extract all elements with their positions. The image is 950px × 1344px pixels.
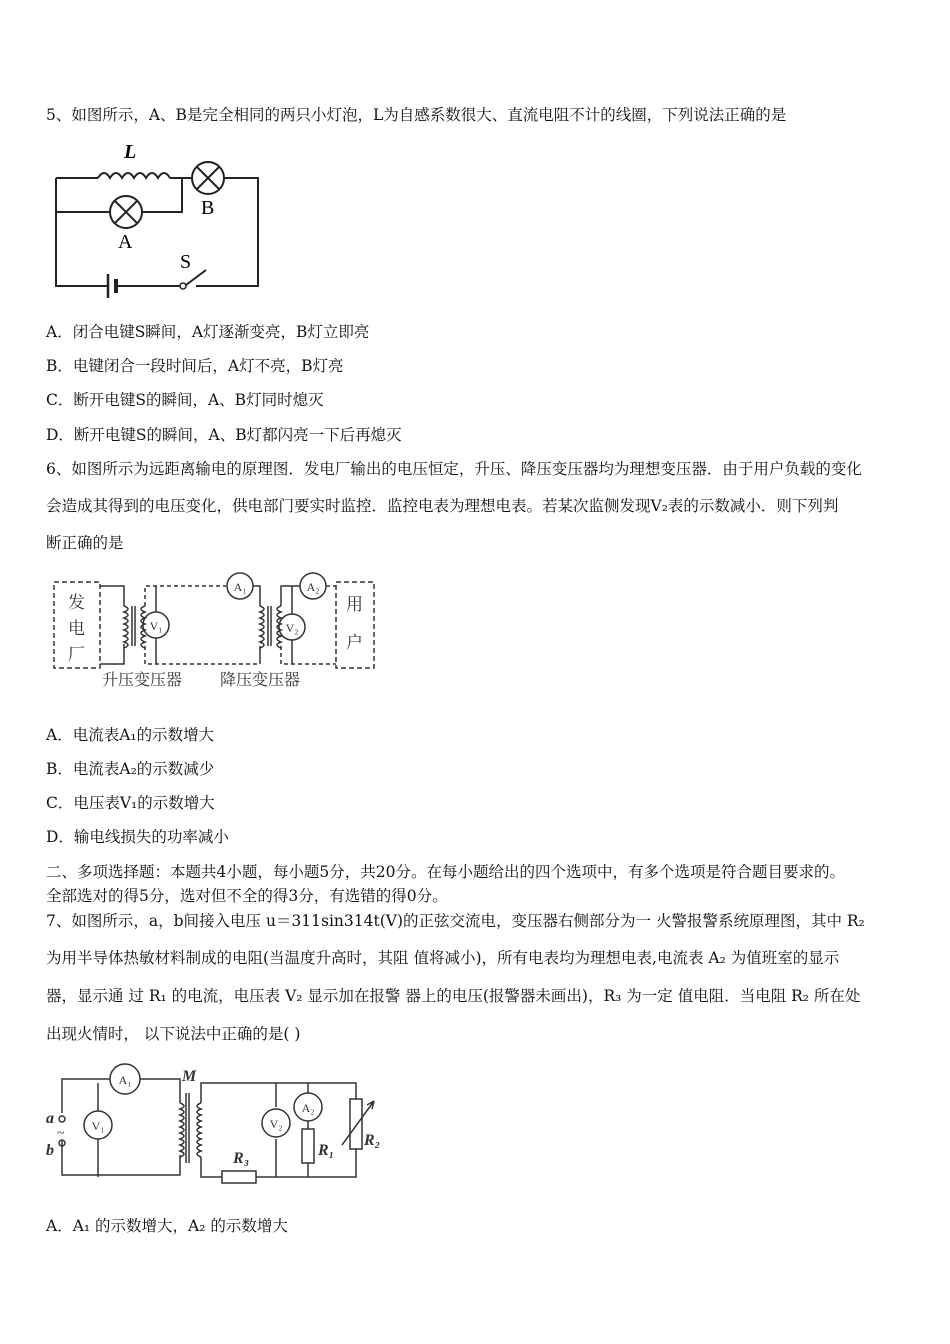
q7-option-a: A．A₁ 的示数增大，A₂ 的示数增大 [46, 1217, 288, 1235]
q5-label-S: S [180, 251, 192, 273]
q7-meter-a1: A₁ [118, 1073, 132, 1087]
q6-plant-char-1: 发 [68, 593, 85, 612]
q5-option-b: B．电键闭合一段时间后，A灯不亮，B灯亮 [46, 357, 344, 375]
q6-meter-a2: A₂ [306, 580, 320, 594]
q6-stem-line-1: 6、如图所示为远距离输电的原理图．发电厂输出的电压恒定，升压、降压变压器均为理想变压器．由于用户负载的变化 [46, 460, 862, 478]
q7-resistor-r1: R₁ [318, 1142, 335, 1159]
q7-terminal-a: a [46, 1110, 54, 1127]
q5-option-d: D．断开电键S的瞬间，A、B灯都闪亮一下后再熄灭 [46, 426, 402, 444]
q6-stem-line-3: 断正确的是 [46, 534, 124, 552]
q5-label-A: A [118, 231, 133, 253]
section2-line-2: 全部选对的得5分，选对但不全的得3分，有选错的得0分。 [46, 887, 448, 905]
q6-option-d: D．输电线损失的功率减小 [46, 828, 229, 846]
q7-resistor-r3: R₃ [233, 1150, 250, 1167]
q6-user-char-2: 户 [346, 633, 363, 652]
q7-stem-line-2: 为用半导体热敏材料制成的电阻(当温度升高时，其阻 值将减小)，所有电表均为理想电表,电流表 A₂ 为值班室的显示 [46, 949, 840, 967]
q6-meter-v2: V₂ [285, 621, 299, 635]
q5-label-B: B [201, 197, 215, 219]
q7-resistor-r2: R₂ [364, 1132, 381, 1149]
q7-meter-a2: A₂ [301, 1101, 315, 1115]
q7-meter-v1: V₁ [91, 1119, 105, 1133]
q5-option-c: C．断开电键S的瞬间，A、B灯同时熄灭 [46, 391, 324, 409]
q6-step-up-label: 升压变压器 [102, 672, 183, 689]
q7-fire-alarm-figure [42, 1063, 387, 1193]
q7-stem-line-4: 出现火情时， 以下说法中正确的是( ) [46, 1025, 301, 1043]
q7-terminal-b: b [46, 1142, 54, 1159]
q7-stem-line-1: 7、如图所示，a，b间接入电压 u＝311sin314t(V)的正弦交流电，变压器右侧部分为一 火警报警系统原理图，其中 R₂ [46, 912, 865, 930]
q5-circuit-figure [50, 140, 270, 300]
q6-option-a: A．电流表A₁的示数增大 [46, 726, 215, 744]
q6-meter-v1: V₁ [149, 619, 163, 633]
q6-transmission-figure [50, 570, 380, 692]
q6-step-down-label: 降压变压器 [220, 672, 301, 689]
q6-plant-char-3: 厂 [68, 645, 85, 664]
q5-stem: 5、如图所示，A、B是完全相同的两只小灯泡，L为自感系数很大、直流电阻不计的线圈，下列说法正确的是 [46, 106, 787, 124]
section2-line-1: 二、多项选择题：本题共4小题，每小题5分，共20分。在每小题给出的四个选项中，有多个选项是符合题目要求的。 [46, 863, 845, 881]
q6-user-char-1: 用 [346, 595, 363, 614]
q5-label-L: L [124, 141, 137, 163]
q6-option-c: C．电压表V₁的示数增大 [46, 794, 215, 812]
q7-meter-v2: V₂ [269, 1117, 283, 1131]
q6-plant-char-2: 电 [68, 619, 85, 638]
q6-stem-line-2: 会造成其得到的电压变化，供电部门要实时监控．监控电表为理想电表。若某次监侧发现V₂表的示数减小．则下列判 [46, 497, 839, 515]
q6-meter-a1: A₁ [233, 580, 247, 594]
q6-option-b: B．电流表A₂的示数减少 [46, 760, 215, 778]
svg-text:~: ~ [57, 1126, 65, 1141]
q5-option-a: A．闭合电键S瞬间，A灯逐渐变亮，B灯立即亮 [46, 323, 370, 341]
q7-stem-line-3: 器，显示通 过 R₁ 的电流，电压表 V₂ 显示加在报警 器上的电压(报警器未画出)，R₃ 为一定 值电阻．当电阻 R₂ 所在处 [46, 987, 861, 1005]
q7-transformer-m: M [182, 1068, 197, 1085]
